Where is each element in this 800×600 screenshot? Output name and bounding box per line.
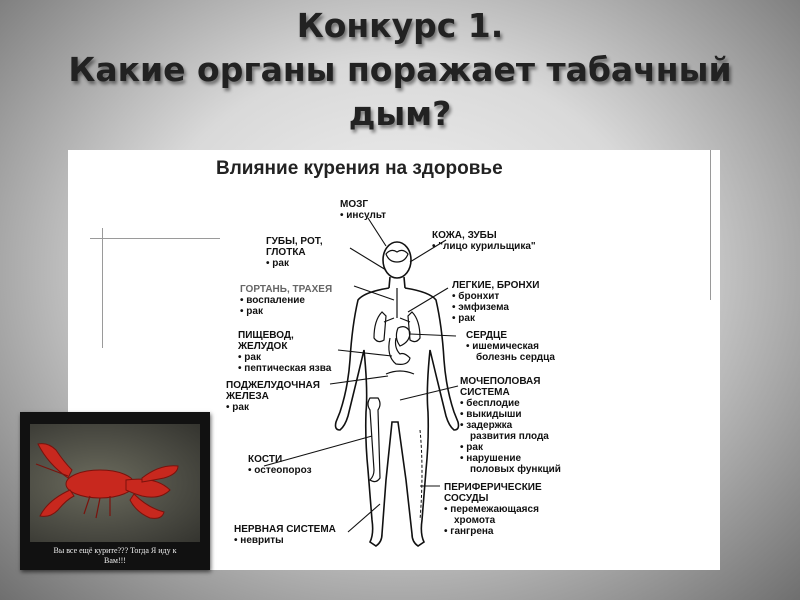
urogenital-item-2: • выкидыши [460,409,522,420]
esophagus-label-2: ЖЕЛУДОК [238,341,288,352]
lips-item: • рак [266,258,289,269]
urogenital-item-3: • задержка [460,420,512,431]
poster-caption-line-2: Вам!!! [104,556,126,565]
lungs-item-1: • бронхит [452,291,499,302]
bones-item: • остеопороз [248,465,312,476]
title-line-3: дым? [348,94,452,133]
skin-label: КОЖА, ЗУБЫ [432,230,497,241]
urogenital-item-4: • рак [460,442,483,453]
title-line-2: Какие органы поражает табачный [68,50,732,89]
heart-item-2: болезнь сердца [476,352,555,363]
lungs-item-2: • эмфизема [452,302,509,313]
urogenital-item-3b: развития плода [470,431,549,442]
urogenital-item-5b: половых функций [470,464,561,475]
title-line-1: Конкурс 1. [296,6,504,45]
nervous-label: НЕРВНАЯ СИСТЕМА [234,524,336,535]
urogenital-label-2: СИСТЕМА [460,387,510,398]
heart-label: СЕРДЦЕ [466,330,508,341]
esophagus-label-1: ПИЩЕВОД, [238,330,294,341]
brain-label: МОЗГ [340,199,369,210]
lips-label-1: ГУБЫ, РОТ, [266,236,323,247]
crayfish-icon [30,424,200,542]
larynx-label: ГОРТАНЬ, ТРАХЕЯ [240,284,333,295]
vessels-label-2: СОСУДЫ [444,493,489,504]
urogenital-item-1: • бесплодие [460,398,520,409]
poster-caption-line-1: Вы все ещё курите??? Тогда Я иду к [53,546,177,555]
urogenital-item-5: • нарушение [460,453,521,464]
vessels-item-1: • перемежающаяся [444,504,539,515]
poster-caption [24,546,206,566]
larynx-item-2: • рак [240,306,263,317]
vessels-item-2: хромота [454,515,496,526]
esophagus-item-1: • рак [238,352,261,363]
brain-item: • инсульт [340,210,386,221]
heart-item-1: • ишемическая [466,341,539,352]
bones-label: КОСТИ [248,454,283,465]
pancreas-item: • рак [226,402,249,413]
esophagus-item-2: • пептическая язва [238,363,331,374]
pancreas-label-1: ПОДЖЕЛУДОЧНАЯ [226,380,320,391]
skin-item: • "лицо курильщика" [432,241,536,252]
diagram-heading: Влияние курения на здоровье [216,158,503,179]
lungs-label: ЛЕГКИЕ, БРОНХИ [452,280,540,291]
slide-title [0,4,800,136]
vessels-item-3: • гангрена [444,526,493,537]
lips-label-2: ГЛОТКА [266,247,306,258]
larynx-item-1: • воспаление [240,295,305,306]
nervous-item: • невриты [234,535,284,546]
pancreas-label-2: ЖЕЛЕЗА [226,391,269,402]
lungs-item-3: • рак [452,313,475,324]
crayfish-photo [30,424,200,542]
urogenital-label-1: МОЧЕПОЛОВАЯ [460,376,541,387]
vessels-label-1: ПЕРИФЕРИЧЕСКИЕ [444,482,542,493]
crayfish-poster [20,412,210,570]
